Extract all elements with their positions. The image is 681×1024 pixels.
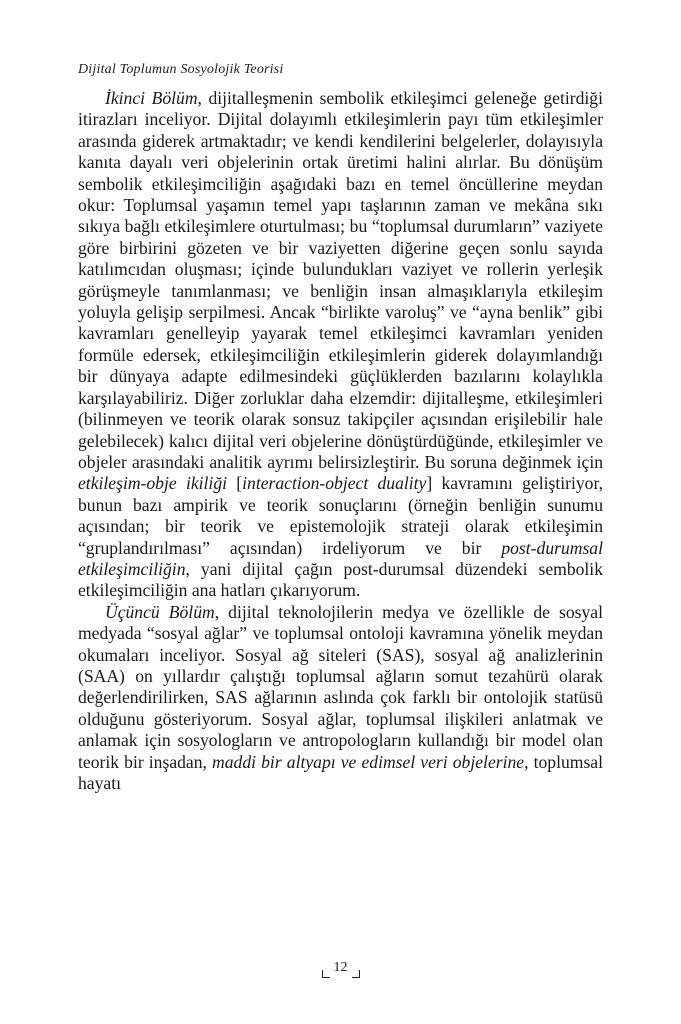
- text-run: interaction-object duality: [242, 473, 427, 494]
- text-run: , yani dijital çağın post-durumsal düzendeki sembolik etkileşimciliğin ana hatları çıkarıyorum.: [78, 558, 603, 601]
- body-text: [78, 88, 603, 794]
- text-run: etkileşim-obje ikiliği: [78, 473, 228, 494]
- text-run: post-durumsal etkileşimciliğin: [78, 537, 603, 579]
- paragraph-ucuncu-bolum: [78, 602, 603, 795]
- text-run: maddi bir altyapı ve edimsel veri objelerine: [212, 751, 525, 772]
- text-run: , dijital teknolojilerin medya ve özellikle de sosyal medyada “sosyal ağlar” ve toplumsal ontoloji kavramına yönelik meydan okumaları inceliyor. Sosyal ağ siteleri (SAS), sosyal ağ analizlerinin (SAA) on yıllardır çalıştığı toplumsal ağların somut tezahürü olarak değerlendirilirken, SAS ağlarının aslında çok farklı bir ontolojik statüsü olduğunu gösteriyorum. Sosyal ağlar, toplumsal ilişkileri anlatmak ve anlamak için sosyologların ve antropologların kullandığı bir model olan teorik bir inşadan,: [78, 601, 603, 772]
- page-number: 12: [328, 960, 354, 976]
- text-run: , toplumsal hayatı: [78, 751, 603, 793]
- page-footer: [0, 958, 681, 976]
- text-run: Üçüncü Bölüm: [105, 601, 215, 622]
- paragraph-ikinci-bolum: [78, 88, 603, 602]
- text-run: ] kavramını geliştiriyor, bunun bazı ampirik ve teorik sonuçlarını (örneğin benliğin sunumu açısından; bir teorik ve epistemolojik strateji olarak etkileşimin “gruplandırılması” açısından) irdeliyorum ve bir: [78, 473, 603, 558]
- running-header: Dijital Toplumun Sosyolojik Teorisi: [78, 62, 284, 77]
- text-run: [: [227, 473, 243, 494]
- text-run: İkinci Bölüm: [105, 88, 198, 108]
- text-run: , dijitalleşmenin sembolik etkileşimci geleneğe getirdiği itirazları inceliyor. Dijital dolayımlı etkileşimlerin payı tüm etkileşimler arasında giderek artmaktadır; ve kendi kendilerini belgelerler, dolayısıyla kanıta dayalı veri objelerinin ortak üretimi halini alırlar. Bu dönüşüm sembolik etkileşimciliğin aşağıdaki bazı en temel öncüllerine meydan okur: Toplumsal yaşamın temel yapı taşlarının zaman ve mekâna sıkı sıkıya bağlı etkileşimlere oturtulması; bu “toplumsal durumların” vaziyete göre birbirini gözeten ve bir vaziyetten diğerine geçen sonlu sayıda katılımcıdan oluşması; içinde bulundukları vaziyet ve rollerin yerleşik görüşmeyle tanımlanması; ve benliğin insan almaşıklarıyla etkileşim yoluyla gelişip serpilmesi. Ancak “birlikte varoluş” ve “ayna benlik” gibi kavramları genelleyip yayarak temel etkileşimci kavramları yeniden formüle edersek, etkileşimciliğin etkileşimlerin giderek dolayımlandığı bir dünyaya adapte edilmesindeki güçlüklerden bazılarını kolaylıkla karşılayabiliriz. Diğer zorluklar daha elzemdir: dijitalleşme, etkileşimleri (bilinmeyen ve teorik olarak sonsuz takipçiler açısından erişilebilir hale gelebilecek) kalıcı dijital veri objelerine dönüştürdüğünde, etkileşimler ve objeler arasındaki analitik ayrımı belirsizleştirir. Bu soruna değinmek için: [78, 88, 603, 472]
